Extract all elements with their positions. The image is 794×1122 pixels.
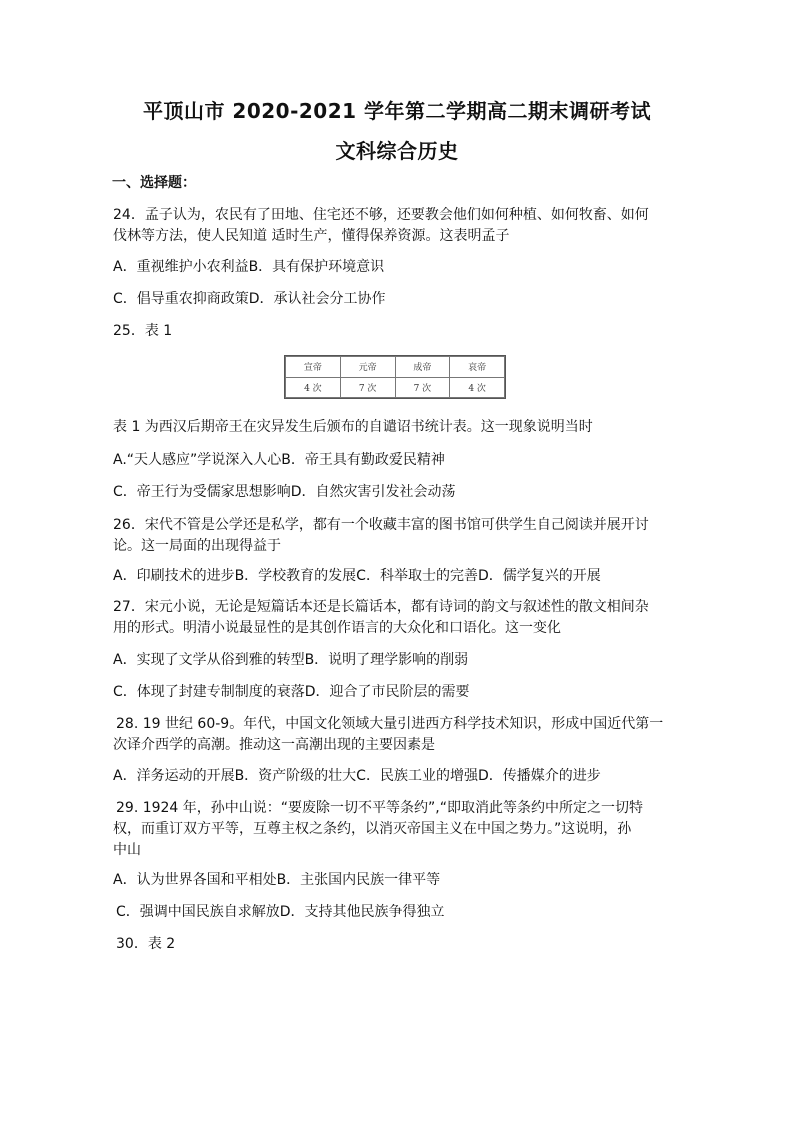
q28-stem-line2: 次译介西学的高潮。推动这一高潮出现的主要因素是 [113, 737, 435, 753]
table-1-header-cell: 元帝 [340, 357, 395, 378]
q25-stem: 表 1 为西汉后期帝王在灾异发生后颁布的自谴诏书统计表。这一现象说明当时 [113, 419, 593, 435]
q28-stem-line1: 28. 19 世纪 60-9。年代，中国文化领域大量引进西方科学技术知识，形成中国近代第一 [116, 716, 664, 732]
q29-stem-line3: 中山 [113, 842, 141, 858]
q29-options-line2: C．强调中国民族自求解放D．支持其他民族争得独立 [116, 904, 445, 920]
q27-options-line2: C．体现了封建专制制度的衰落D．迎合了市民阶层的需要 [113, 684, 470, 700]
q26-stem-line1: 26．宋代不管是公学还是私学，都有一个收藏丰富的图书馆可供学生自己阅读并展开讨 [113, 517, 649, 533]
q25-options-line2: C．帝王行为受儒家思想影响D．自然灾害引发社会动荡 [113, 484, 456, 500]
q24-options-line2: C．倡导重农抑商政策D．承认社会分工协作 [113, 291, 386, 307]
q24-stem-line1: 24．孟子认为，农民有了田地、住宅还不够，还要教会他们如何种植、如何牧畜、如何 [113, 207, 649, 223]
table-1-header-cell: 成帝 [395, 357, 450, 378]
table-1-header-cell: 宣帝 [286, 357, 341, 378]
q26-options-line1: A．印刷技术的进步B．学校教育的发展C．科举取士的完善D．儒学复兴的开展 [113, 568, 601, 584]
table-1-value-cell: 7 次 [395, 377, 450, 398]
exam-title: 平顶山市 2020-2021 学年第二学期高二期末调研考试 [142, 99, 652, 123]
exam-subtitle: 文科综合历史 [335, 139, 459, 163]
table-1-value-cell: 4 次 [450, 377, 505, 398]
q27-options-line1: A．实现了文学从俗到雅的转型B．说明了理学影响的削弱 [113, 652, 469, 668]
table-1-header-row [286, 357, 505, 378]
q27-stem-line1: 27．宋元小说，无论是短篇话本还是长篇话本，都有诗词的韵文与叙述性的散文相间杂 [113, 599, 649, 615]
q27-stem-line2: 用的形式。明清小说最显性的是其创作语言的大众化和口语化。这一变化 [113, 620, 561, 636]
q26-stem-line2: 论。这一局面的出现得益于 [113, 538, 281, 554]
q29-options-line1: A．认为世界各国和平相处B．主张国内民族一律平等 [113, 872, 441, 888]
q29-stem-line1: 29. 1924 年，孙中山说：“要废除一切不平等条约”,“即取消此等条约中所定之一切特 [116, 800, 644, 816]
table-1 [284, 355, 506, 399]
table-1-header-cell: 哀帝 [450, 357, 505, 378]
table-1-value-row [286, 377, 505, 398]
q25-label: 25．表 1 [113, 323, 173, 339]
q29-stem-line2: 权，而重订双方平等，互尊主权之条约，以消灭帝国主义在中国之势力。”这说明，孙 [113, 821, 632, 837]
q25-options-line1: A.“天人感应”学说深入人心B．帝王具有勤政爱民精神 [113, 452, 445, 468]
q24-stem-line2: 伐林等方法，使人民知道 适时生产，懂得保养资源。这表明孟子 [113, 228, 510, 244]
table-1-value-cell: 7 次 [340, 377, 395, 398]
q30-label: 30．表 2 [116, 936, 176, 952]
q28-options-line1: A．洋务运动的开展B．资产阶级的壮大C．民族工业的增强D．传播媒介的进步 [113, 768, 601, 784]
q24-options-line1: A．重视维护小农利益B．具有保护环境意识 [113, 259, 385, 275]
table-1-value-cell: 4 次 [286, 377, 341, 398]
section-heading: 一、选择题： [112, 175, 196, 191]
